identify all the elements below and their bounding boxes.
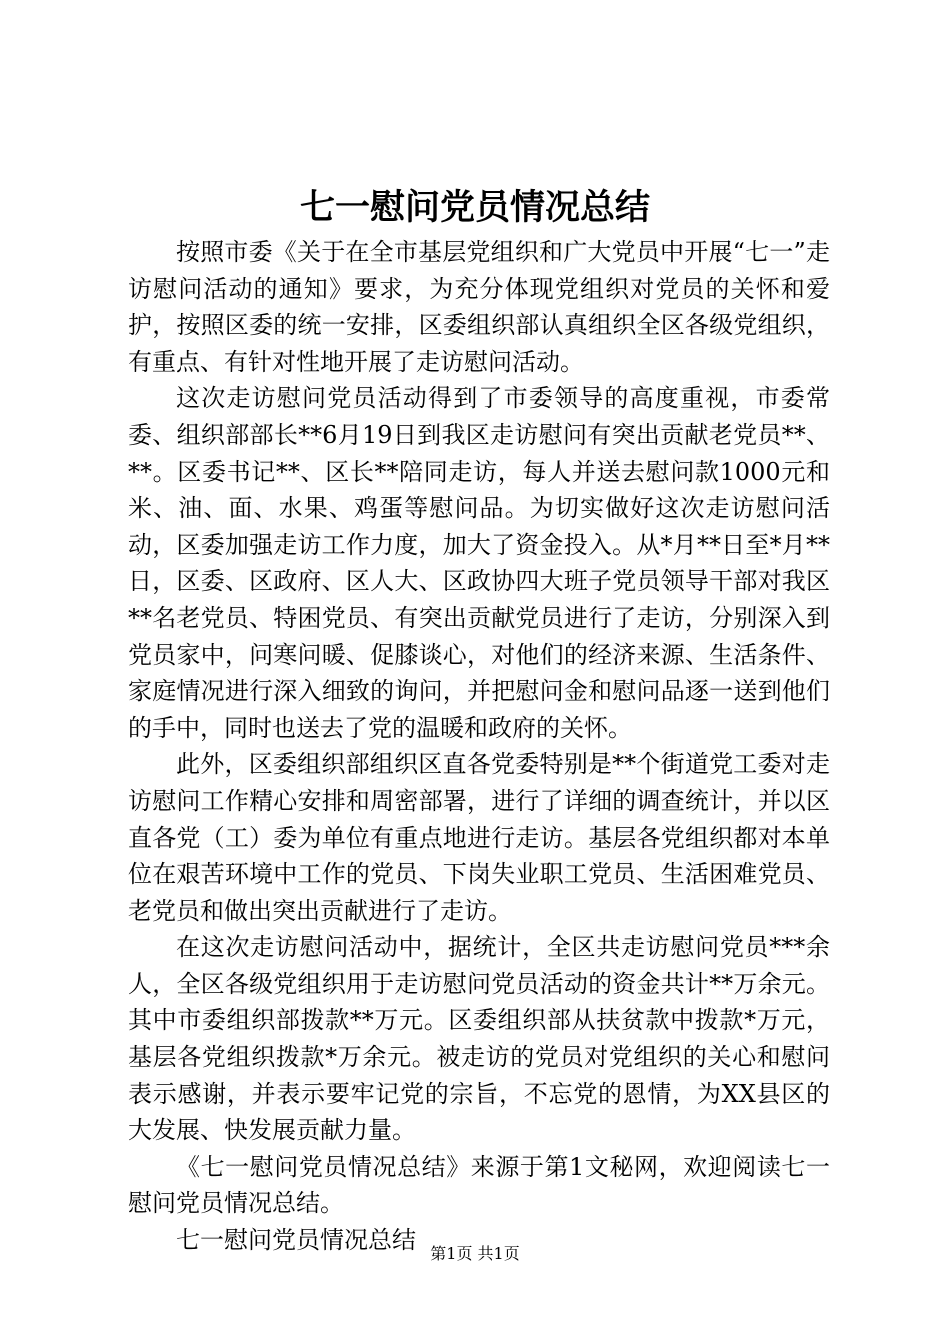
paragraph-intro: 按照市委《关于在全市基层党组织和广大党员中开展“七一”走访慰问活动的通知》要求，为充分体现党组织对党员的关怀和爱护，按照区委的统一安排，区委组织部认真组织全区各级党组织，有重点、有针对性地开展了走访慰问活动。 [128,238,830,376]
document-body [128,234,830,1259]
paragraph-closing-title: 七一慰问党员情况总结 [176,1226,416,1255]
page-footer: 第1页 共1页 [430,1244,520,1263]
document-title: 七一慰问党员情况总结 [299,187,650,228]
paragraph-source-note: 《七一慰问党员情况总结》来源于第1文秘网，欢迎阅读七一慰问党员情况总结。 [128,1152,830,1218]
paragraph-visit-details: 这次走访慰问党员活动得到了市委领导的高度重视，市委常委、组织部部长**6月19日到我区走访慰问有突出贡献老党员**、**。区委书记**、区长**陪同走访，每人并送去慰问款1000元和米、油、面、水果、鸡蛋等慰问品。为切实做好这次走访慰问活动，区委加强走访工作力度，加大了资金投入。从*月**日至*月**日，区委、区政府、区人大、区政协四大班子党员领导干部对我区**名老党员、特困党员、有突出贡献党员进行了走访，分别深入到党员家中，问寒问暖、促膝谈心，对他们的经济来源、生活条件、家庭情况进行深入细致的询问，并把慰问金和慰问品逐一送到他们的手中，同时也送去了党的温暖和政府的关怀。 [128,384,830,742]
paragraph-additional: 此外，区委组织部组织区直各党委特别是**个街道党工委对走访慰问工作精心安排和周密部署，进行了详细的调查统计，并以区直各党（工）委为单位有重点地进行走访。基层各党组织都对本单位在艰苦环境中工作的党员、下岗失业职工党员、生活困难党员、老党员和做出突出贡献进行了走访。 [128,750,830,925]
paragraph-statistics: 在这次走访慰问活动中，据统计，全区共走访慰问党员***余人，全区各级党组织用于走访慰问党员活动的资金共计**万余元。其中市委组织部拨款**万元。区委组织部从扶贫款中拨款*万元，基层各党组织拨款*万余元。被走访的党员对党组织的关心和慰问表示感谢，并表示要牢记党的宗旨，不忘党的恩情，为XX县区的大发展、快发展贡献力量。 [128,933,830,1145]
